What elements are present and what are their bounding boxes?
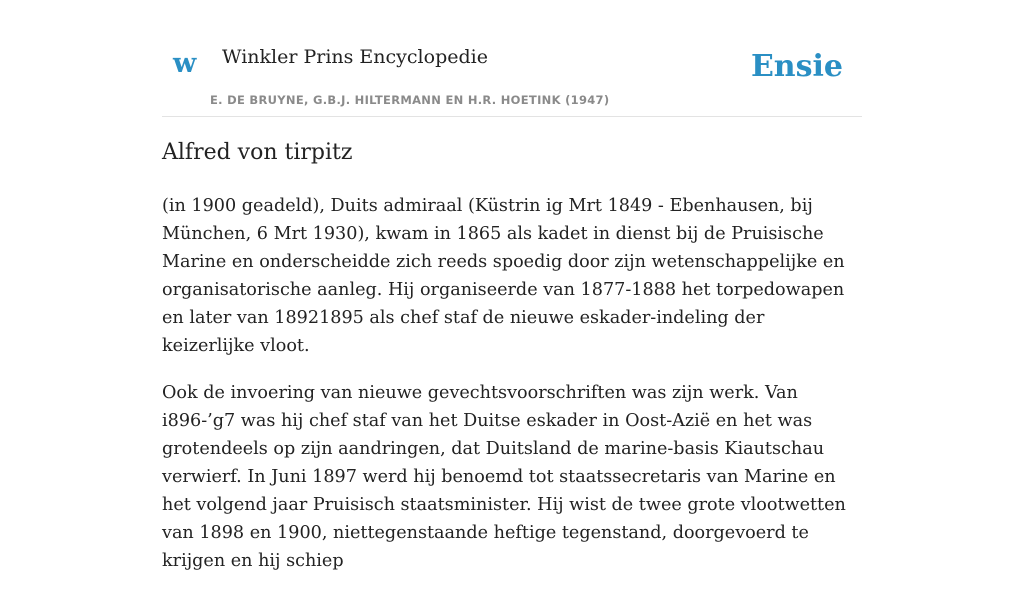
article-paragraph-2: Ook de invoering van nieuwe gevechtsvoorschriften was zijn werk. Van i896-’g7 was hij chef staf van het Duitse eskader in Oost-Azië en het was grotendeels op zijn aandringen, dat Duitsland de marine-basis Kiautschau verwierf. In Juni 1897 werd hij benoemd tot staatssecretaris van Marine en het volgend jaar Pruisisch staatsminister. Hij wist de twee grote vlootwetten van 1898 en 1900, niettegenstaande heftige tegenstand, doorgevoerd te krijgen en hij schiep: [162, 383, 846, 571]
article-title: Alfred von tirpitz: [162, 140, 353, 165]
article-body: [162, 192, 862, 594]
winkler-prins-logo-icon[interactable]: w: [173, 48, 197, 79]
ensie-logo-link[interactable]: Ensie: [750, 49, 843, 84]
encyclopedia-title-link[interactable]: Winkler Prins Encyclopedie: [222, 46, 488, 68]
encyclopedia-authors: E. DE BRUYNE, G.B.J. HILTERMANN EN H.R. HOETINK (1947): [210, 93, 610, 107]
article-paragraph-1: (in 1900 geadeld), Duits admiraal (Küstrin ig Mrt 1849 - Ebenhausen, bij München, 6 Mrt 1930), kwam in 1865 als kadet in dienst bij de Pruisische Marine en onderscheidde zich reeds spoedig door zijn wetenschappelijke en organisatorische aanleg. Hij organiseerde van 1877-1888 het torpedowapen en later van 18921895 als chef staf de nieuwe eskader-indeling der keizerlijke vloot.: [162, 196, 845, 356]
site-header: [162, 0, 862, 117]
